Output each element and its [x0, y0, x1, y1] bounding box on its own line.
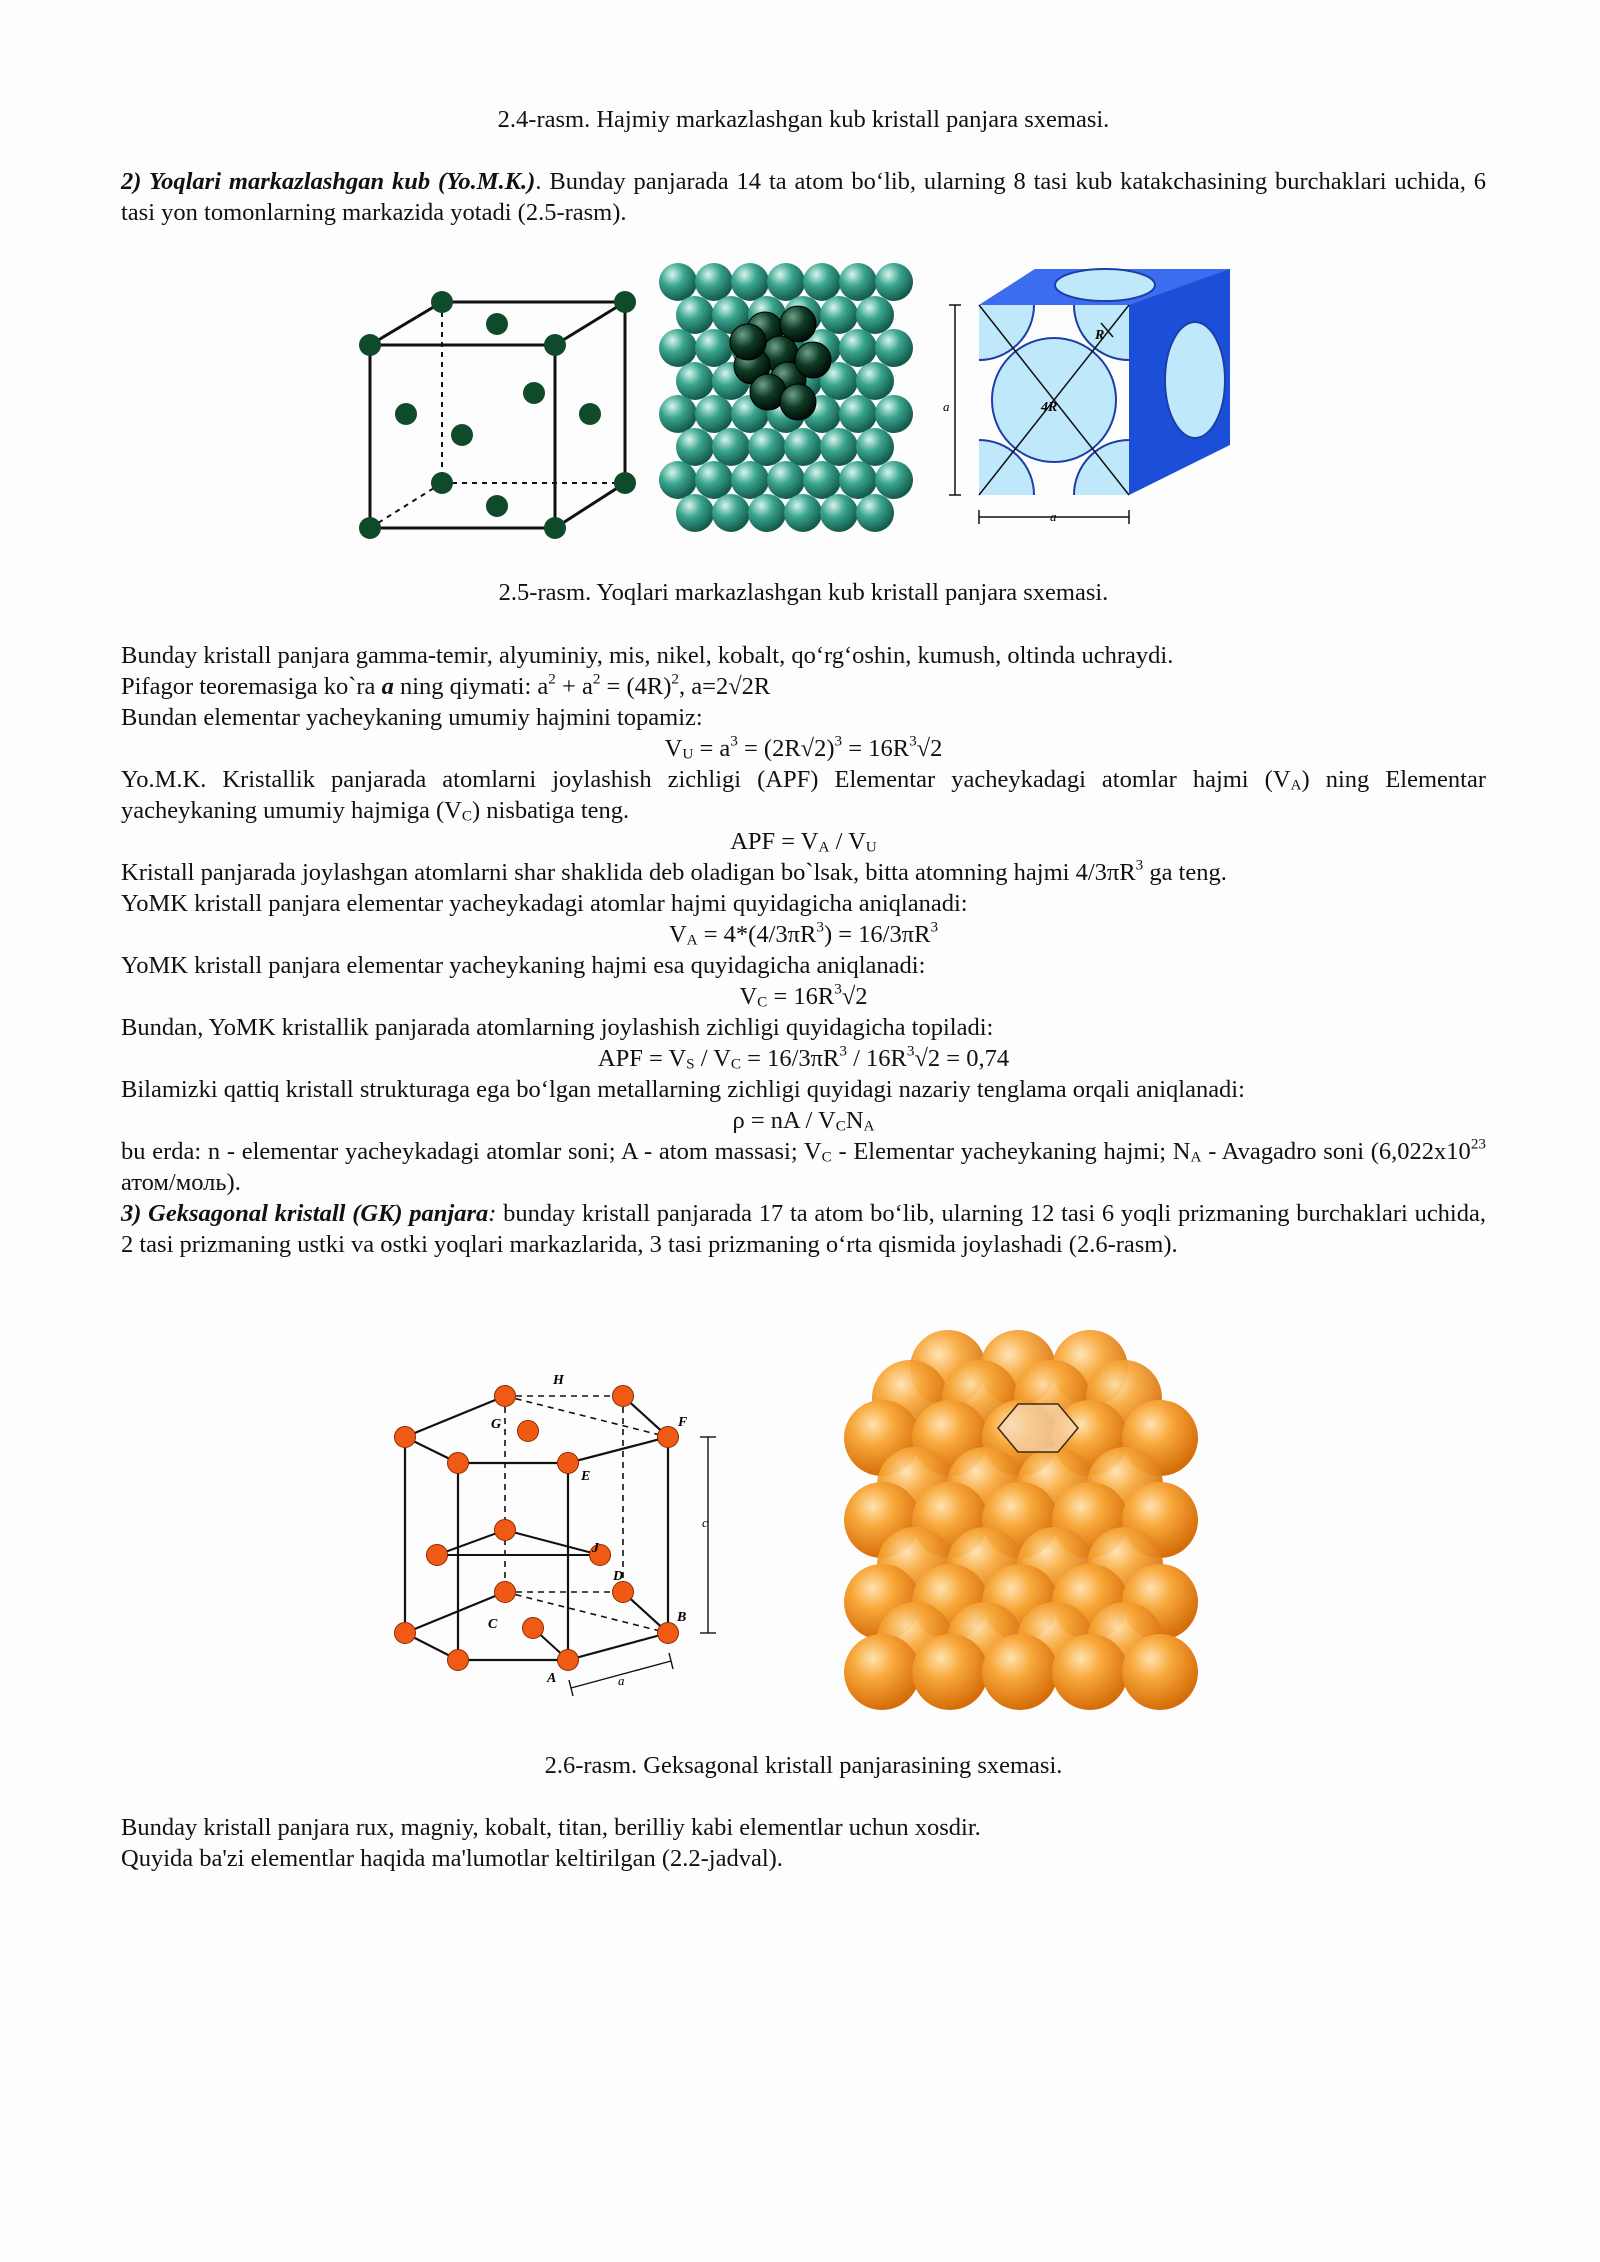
hcp-label-a: a	[618, 1673, 625, 1688]
teal-sphere	[767, 461, 805, 499]
teal-sphere	[767, 263, 805, 301]
equation-va: $V_A = 4*(4/3\pi R^3) = 16/3\pi R^3$	[668, 918, 939, 949]
teal-sphere	[676, 362, 714, 400]
teal-sphere	[676, 494, 714, 532]
hcp-atom	[427, 1545, 448, 1566]
fcc-unit-cell-diagram	[935, 265, 1235, 540]
teal-sphere	[839, 263, 877, 301]
teal-sphere	[875, 395, 913, 433]
equation-apf-result: APF = $V_S / V_C = 16/3\pi R^3 / 16R^3√2 = 0,74$	[597, 1042, 1010, 1073]
hcp-sphere-packing	[840, 1320, 1220, 1715]
teal-sphere	[748, 494, 786, 532]
teal-sphere	[803, 263, 841, 301]
hcp-label-e: E	[581, 1469, 591, 1484]
equation-vu: $V_U = a^3 = (2R√2)^3 = 16R^3√2$	[664, 732, 943, 763]
paragraph-table-reference: Quyida ba'zi elementlar haqida ma'lumotlar keltirilgan (2.2-jadval).	[121, 1845, 783, 1872]
tail-text	[121, 1812, 1486, 1874]
hcp-label-d: D	[613, 1569, 624, 1584]
teal-sphere	[784, 494, 822, 532]
hcp-label-a: A	[547, 1671, 557, 1686]
paragraph-hcp-elements: Bunday kristall panjara rux, magniy, kobalt, titan, berilliy kabi elementlar uchun xosdir.	[121, 1814, 981, 1841]
label-4r: 4R	[1041, 400, 1058, 415]
hcp-label-b: B	[677, 1610, 687, 1625]
teal-sphere	[875, 329, 913, 367]
hcp-label-h: H	[553, 1373, 564, 1388]
fcc-heading: 2) Yoqlari markazlashgan kub (Yo.M.K.)	[121, 168, 536, 195]
teal-sphere	[695, 329, 733, 367]
caption-fig-2-6: 2.6-rasm. Geksagonal kristall panjarasining sxemasi.	[544, 1752, 1063, 1779]
teal-sphere	[659, 329, 697, 367]
paragraph-pythagoras: Pifagor teoremasiga ko`ra a ning qiymati: $a^2 + a^2 = (4R)^2$, a=2√2R	[121, 670, 771, 700]
hcp-atom	[523, 1618, 544, 1639]
equation-vc: $V_C = 16R^3√2$	[739, 980, 868, 1011]
teal-sphere	[856, 296, 894, 334]
fcc-sphere-packing	[648, 262, 920, 542]
hcp-atom	[395, 1427, 416, 1448]
paragraph-apf-definition: Yo.M.K. Kristallik panjarada atomlarni joylashish zichligi (APF) Elementar yacheykadagi atomlar hajmi $(V_A)$ ning Elementar yacheykaning umumiy hajmiga $(V_C)$ nisbatiga teng.	[121, 766, 1486, 825]
fcc-text: . Bunday panjarada 14 ta atom bo‘lib, ularning 8 tasi kub katakchasining burchaklari uchida, 6 tasi yon tomonlarning markazida yotadi (2.5-rasm).	[121, 168, 1487, 226]
teal-sphere	[676, 428, 714, 466]
caption-fig-2-5: 2.5-rasm. Yoqlari markazlashgan kub kristall panjara sxemasi.	[498, 579, 1109, 606]
hcp-label-f: F	[678, 1415, 688, 1430]
teal-sphere	[856, 362, 894, 400]
fcc-cube-diagram	[350, 290, 640, 540]
label-a-horizontal: a	[1050, 509, 1057, 524]
teal-sphere	[731, 263, 769, 301]
hcp-atom	[658, 1427, 679, 1448]
hcp-lattice-diagram	[385, 1330, 735, 1700]
teal-sphere	[695, 461, 733, 499]
orange-sphere	[844, 1634, 920, 1710]
paragraph-vc-intro: YoMK kristall panjara elementar yacheykaning hajmi esa quyidagicha aniqlanadi:	[121, 952, 926, 979]
hcp-label-c: c	[702, 1515, 708, 1530]
hcp-heading: 3) Geksagonal kristall (GK) panjara	[121, 1200, 489, 1227]
hcp-label-g: G	[491, 1417, 502, 1432]
teal-sphere	[695, 263, 733, 301]
teal-sphere	[676, 296, 714, 334]
hcp-atom	[658, 1623, 679, 1644]
paragraph-atom-volume: Kristall panjarada joylashgan atomlarni shar shaklida deb oladigan bo`lsak, bitta atomning hajmi $4/3\pi R^3$ ga teng.	[121, 856, 1227, 886]
teal-sphere	[712, 428, 750, 466]
equation-apf: APF = $V_A / V_U$	[730, 828, 877, 856]
paragraph-density-intro: Bilamizki qattiq kristall strukturaga ega bo‘lgan metallarning zichligi quyidagi nazariy tenglama orqali aniqlanadi:	[121, 1076, 1245, 1103]
orange-sphere	[982, 1634, 1058, 1710]
teal-sphere	[695, 395, 733, 433]
teal-sphere	[659, 395, 697, 433]
hcp-paragraph: 3) Geksagonal kristall (GK) panjara: bunday kristall panjarada 17 ta atom bo‘lib, ularning 12 tasi 6 yoqli prizmaning burchaklari uchida, 2 tasi prizmaning ustki va ostki yoqlari markazlarida, 3 tasi prizmaning o‘rta qismida joylashadi (2.6-rasm).	[121, 1200, 1486, 1258]
hcp-atom	[558, 1650, 579, 1671]
teal-sphere	[659, 461, 697, 499]
hcp-atom	[558, 1453, 579, 1474]
hcp-atom	[395, 1623, 416, 1644]
orange-sphere	[1122, 1634, 1198, 1710]
teal-sphere	[803, 461, 841, 499]
teal-sphere	[856, 428, 894, 466]
teal-sphere	[856, 494, 894, 532]
hcp-label-c: C	[488, 1617, 498, 1632]
orange-sphere	[1052, 1634, 1128, 1710]
hcp-atom	[448, 1650, 469, 1671]
paragraph-apf-result-intro: Bundan, YoMK kristallik panjarada atomlarning joylashish zichligi quyidagicha topiladi:	[121, 1014, 994, 1041]
teal-sphere	[820, 296, 858, 334]
hcp-label-j: J	[592, 1541, 599, 1556]
body-text	[121, 640, 1486, 1260]
teal-sphere	[712, 494, 750, 532]
hcp-atom	[613, 1582, 634, 1603]
hcp-atom	[613, 1386, 634, 1407]
orange-sphere	[912, 1634, 988, 1710]
teal-sphere	[731, 461, 769, 499]
paragraph-density-legend: bu erda: n - elementar yacheykadagi atomlar soni; A - atom massasi; $V_C$ - Elementar yacheykaning hajmi; $N_A$ - Avagadro soni ($6,022x10^{23}$ атом/моль).	[121, 1135, 1486, 1196]
teal-sphere	[820, 494, 858, 532]
paragraph-volume-intro: Bundan elementar yacheykaning umumiy hajmini topamiz:	[121, 704, 703, 731]
equation-density: ρ = nA / $V_CN_A$	[732, 1107, 875, 1135]
teal-sphere	[748, 428, 786, 466]
teal-sphere	[839, 461, 877, 499]
dark-sphere	[795, 342, 831, 378]
label-r: R	[1095, 328, 1105, 343]
dark-sphere	[730, 324, 766, 360]
teal-sphere	[659, 263, 697, 301]
teal-sphere	[784, 428, 822, 466]
hcp-atom	[495, 1582, 516, 1603]
hcp-atom	[518, 1421, 539, 1442]
caption-fig-2-4: 2.4-rasm. Hajmiy markazlashgan kub kristall panjara sxemasi.	[497, 106, 1110, 133]
dark-sphere	[780, 384, 816, 420]
hcp-atom	[495, 1520, 516, 1541]
teal-sphere	[875, 461, 913, 499]
paragraph-elements: Bunday kristall panjara gamma-temir, alyuminiy, mis, nikel, kobalt, qo‘rg‘oshin, kumush, oltinda uchraydi.	[121, 642, 1174, 669]
teal-sphere	[820, 428, 858, 466]
teal-sphere	[839, 395, 877, 433]
fcc-paragraph	[121, 166, 1486, 228]
label-a-vertical: a	[943, 399, 950, 414]
teal-sphere	[839, 329, 877, 367]
paragraph-va-intro: YoMK kristall panjara elementar yacheykadagi atomlar hajmi quyidagicha aniqlanadi:	[121, 890, 968, 917]
hcp-atom	[448, 1453, 469, 1474]
teal-sphere	[875, 263, 913, 301]
hcp-atom	[495, 1386, 516, 1407]
